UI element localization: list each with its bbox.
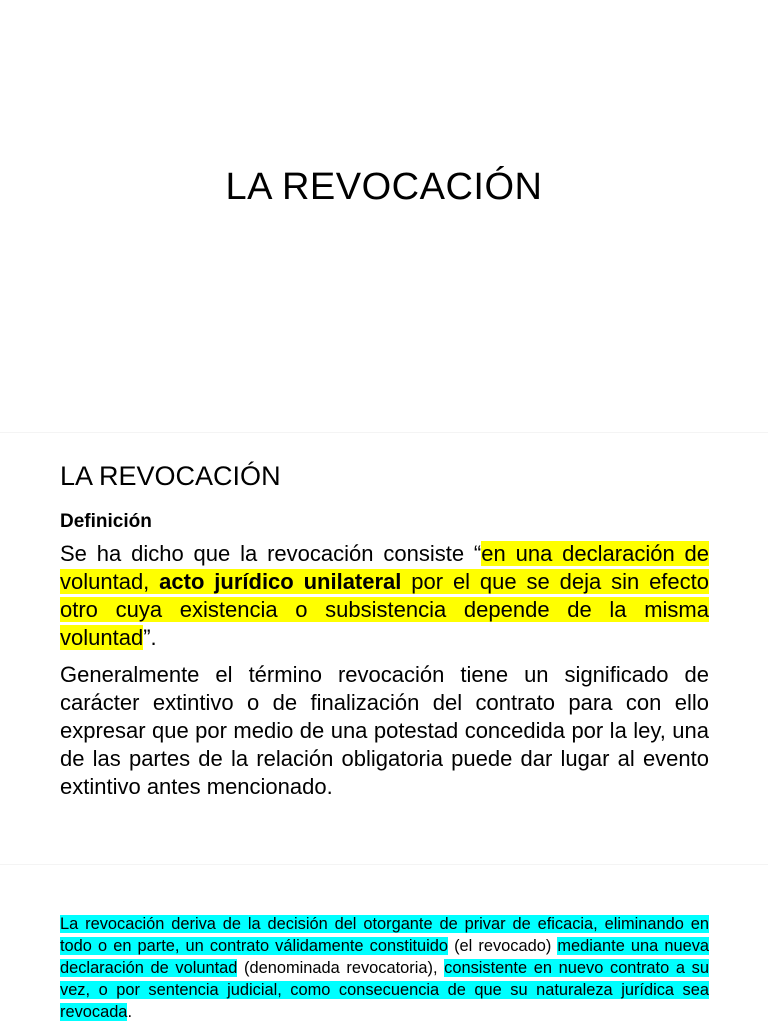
definition-paragraph	[60, 540, 709, 652]
highlight-definition-a: en una declaración de voluntad,	[60, 541, 710, 594]
highlight-detail-3: consistente en nuevo contrato a su vez, o por sentencia judicial, como consecuencia de que su naturaleza jurídica sea revocada	[60, 959, 709, 1021]
slide-main-title: LA REVOCACIÓN	[225, 166, 543, 208]
highlight-detail-1: La revocación deriva de la decisión del otorgante de privar de eficacia, eliminando en todo o en parte, un contrato válidamente constituido	[60, 915, 709, 955]
highlight-definition-bold: acto jurídico unilateral	[159, 569, 402, 594]
slide-definition	[0, 432, 768, 865]
slide-title	[0, 0, 768, 432]
definition-subheading: Definición	[60, 511, 152, 532]
slide-detail	[0, 864, 768, 1025]
highlight-detail-2: mediante una nueva declaración de voluntad	[60, 937, 710, 977]
detail-plain-2: (denominada revocatoria),	[237, 959, 445, 977]
definition-suffix: ”.	[143, 625, 157, 650]
definition-prefix: Se ha dicho que la revocación consiste “	[60, 541, 482, 566]
detail-plain-3: .	[127, 1003, 132, 1021]
detail-plain-1: (el revocado)	[448, 937, 558, 955]
general-paragraph: Generalmente el término revocación tiene un significado de carácter extintivo o de finalización del contrato para con ello expresar que por medio de una potestad concedida por la ley, una de las partes de la relación obligatoria puede dar lugar al evento extintivo antes mencionado.	[60, 662, 709, 799]
highlight-definition-b: por el que se deja sin efecto otro cuya existencia o subsistencia depende de la misma voluntad	[60, 569, 710, 650]
detail-paragraph	[60, 913, 709, 1023]
slide-heading: LA REVOCACIÓN	[60, 461, 281, 491]
